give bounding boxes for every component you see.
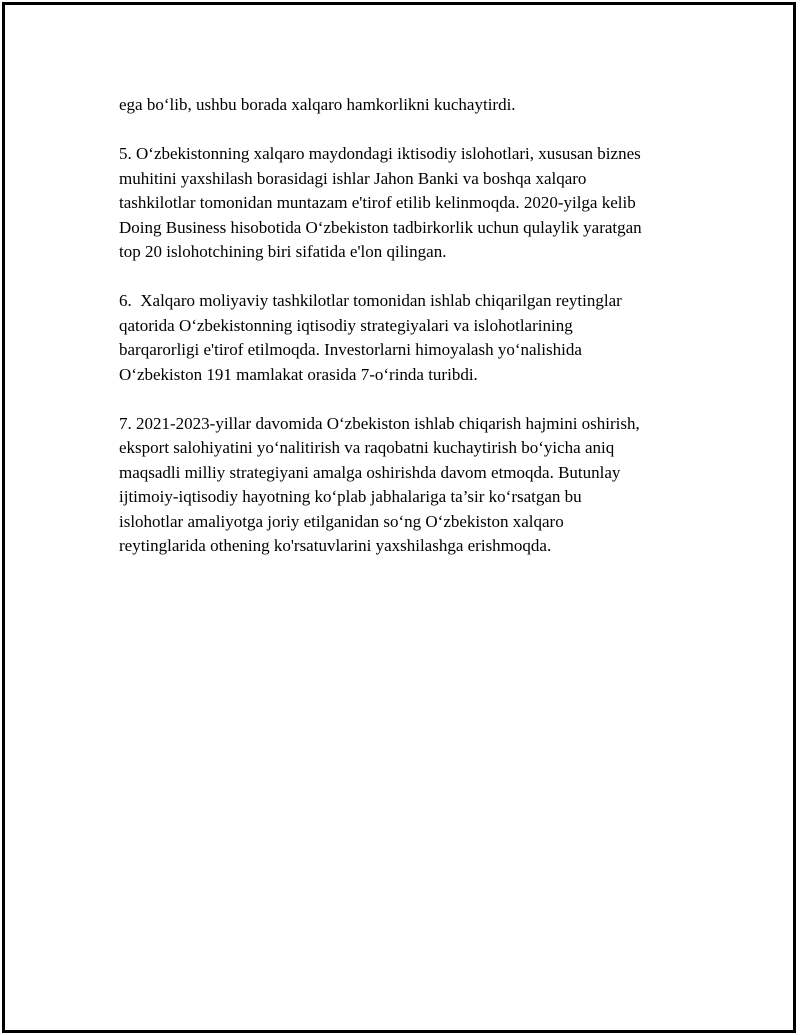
paragraph-6 [119, 289, 705, 387]
text-line: ijtimoiy-iqtisodiy hayotning ko‘plab jabhalariga ta’sir ko‘rsatgan bu [119, 487, 582, 506]
paragraph-continuation [119, 93, 705, 118]
text-line: Doing Business hisobotida O‘zbekiston tadbirkorlik uchun qulaylik yaratgan [119, 217, 642, 237]
text-line: O‘zbekiston 191 mamlakat orasida 7-o‘rinda turibdi. [119, 364, 478, 384]
text-line: barqarorligi e'tirof etilmoqda. Investorlarni himoyalash yo‘nalishida [119, 340, 582, 359]
text-line: tashkilotlar tomonidan muntazam e'tirof etilib kelinmoqda. 2020-yilga kelib [119, 193, 636, 212]
text-line: muhitini yaxshilash borasidagi ishlar Jahon Banki va boshqa xalqaro [119, 168, 587, 188]
text-line: eksport salohiyatini yo‘nalitirish va raqobatni kuchaytirish bo‘yicha aniq [119, 438, 615, 457]
page-frame [2, 2, 796, 1033]
text-line: 6. Xalqaro moliyaviy tashkilotlar tomonidan ishlab chiqarilgan reytinglar [119, 291, 622, 310]
paragraph-7 [119, 412, 705, 559]
text-line: ega bo‘lib, ushbu borada xalqaro hamkorlikni kuchaytirdi. [119, 95, 516, 114]
page-content [119, 93, 705, 583]
text-line: qatorida O‘zbekistonning iqtisodiy strategiyalari va islohotlarining [119, 315, 573, 335]
text-line: reytinglarida othening ko'rsatuvlarini yaxshilashga erishmoqda. [119, 536, 552, 555]
paragraph-5 [119, 142, 705, 265]
text-line: maqsadli milliy strategiyani amalga oshirishda davom etmoqda. Butunlay [119, 462, 621, 482]
text-line: islohotlar amaliyotga joriy etilganidan so‘ng O‘zbekiston xalqaro [119, 511, 564, 531]
text-line: top 20 islohotchining biri sifatida e'lon qilingan. [119, 242, 447, 261]
text-line: 5. O‘zbekistonning xalqaro maydondagi iktisodiy islohotlari, xususan biznes [119, 144, 641, 163]
text-line: 7. 2021-2023-yillar davomida O‘zbekiston ishlab chiqarish hajmini oshirish, [119, 413, 640, 433]
